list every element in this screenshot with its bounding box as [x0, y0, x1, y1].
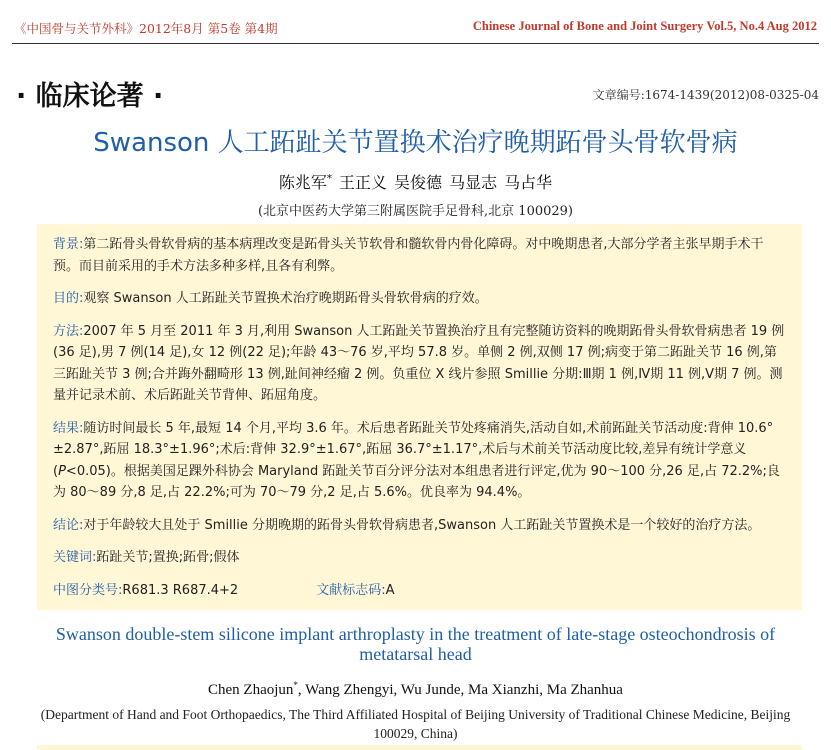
- header-divider: [12, 43, 819, 44]
- p-value-symbol: P: [58, 463, 66, 479]
- conclusion-text: 对于年龄较大且处于 Smillie 分期晚期的跖骨头骨软骨病患者,Swanson 人工跖趾关节置换术是一个较好的治疗方法。: [83, 517, 761, 533]
- corresponding-mark: *: [326, 173, 332, 185]
- results-text-1: 随访时间最长 5 年,最短 14 个月,平均 3.6 年。术后患者跖趾关节处疼痛消失,活动自如,术前跖趾关节活动度:背伸 10.6°±2.87°,跖屈 18.3°±1.96°;术后:背伸 32.9°±1.67°,跖屈 36.7°±1.17°,术后与术前关节活动度比较,差异有统计学意义(: [53, 420, 774, 479]
- en-corresponding-mark: *: [293, 680, 298, 690]
- en-authors: [0, 680, 831, 699]
- en-abstract-box-top: [37, 745, 802, 750]
- conclusion-label: 结论:: [53, 517, 84, 533]
- abstract-background: [53, 234, 786, 277]
- journal-header-cn: 《中国骨与关节外科》2012年8月 第5卷 第4期: [14, 21, 278, 36]
- en-affiliation: (Department of Hand and Foot Orthopaedics, The Third Affiliated Hospital of Beijing University of Traditional Chinese Medicine, Beijing 100029, China): [40, 707, 791, 741]
- en-title: Swanson double-stem silicone implant arthroplasty in the treatment of late-stage osteochondrosis of metatarsal head: [55, 624, 776, 664]
- results-text-2: <0.05)。根据美国足踝外科协会 Maryland 跖趾关节百分评分法对本组患者进行评定,优为 90～100 分,26 足,占 72.2%;良为 80～89 分,8 足,占 22.2%;可为 70～79 分,2 足,占 5.6%。优良率为 94.4%。: [53, 463, 780, 500]
- doc-code-value: A: [385, 582, 395, 598]
- objective-label: 目的:: [53, 291, 84, 306]
- abstract-box: [37, 224, 802, 610]
- abstract-methods: [53, 321, 786, 407]
- methods-label: 方法:: [53, 323, 84, 339]
- keywords-text: 跖趾关节;置换;跖骨;假体: [96, 550, 240, 565]
- background-label: 背景:: [53, 237, 84, 252]
- classification-line: [53, 580, 786, 602]
- cn-title: Swanson 人工跖趾关节置换术治疗晚期跖骨头骨软骨病: [93, 128, 738, 158]
- background-text: 第二跖骨头骨软骨病的基本病理改变是跖骨头关节软骨和髓软骨内骨化障碍。对中晚期患者,大部分学者主张早期手术干预。而目前采用的手术方法多种多样,且各有利弊。: [53, 237, 764, 274]
- clc-value: R681.3 R687.4+2: [122, 582, 239, 598]
- journal-header-en: Chinese Journal of Bone and Joint Surgery Vol.5, No.4 Aug 2012: [472, 19, 817, 33]
- abstract-keywords: [53, 547, 786, 569]
- cn-authors-rest: 王正义 吴俊德 马显志 马占华: [331, 173, 553, 192]
- cn-affiliation: (北京中医药大学第三附属医院手足骨科,北京 100029): [257, 204, 574, 219]
- results-label: 结果:: [53, 420, 84, 436]
- objective-text: 观察 Swanson 人工跖趾关节置换术治疗晚期跖骨头骨软骨病的疗效。: [83, 291, 488, 306]
- doc-code-label: 文献标志码:: [316, 582, 386, 598]
- cn-author-first: 陈兆军: [278, 173, 327, 192]
- abstract-results: [53, 418, 786, 504]
- cn-authors: [0, 170, 831, 193]
- section-label: · 临床论著 ·: [16, 81, 164, 112]
- en-authors-rest: , Wang Zhengyi, Wu Junde, Ma Xianzhi, Ma Zhanhua: [297, 682, 623, 698]
- abstract-conclusion: [53, 515, 786, 537]
- article-id: 文章编号:1674-1439(2012)08-0325-04: [592, 88, 819, 102]
- en-author-first: Chen Zhaojun: [208, 682, 294, 698]
- clc-label: 中图分类号:: [53, 582, 123, 598]
- keywords-label: 关键词:: [53, 550, 97, 565]
- methods-text: 2007 年 5 月至 2011 年 3 月,利用 Swanson 人工跖趾关节置换治疗且有完整随访资料的晚期跖骨头骨软骨病患者 19 例(36 足),男 7 例(14 足),女 12 例(22 足);年龄 43～76 岁,平均 57.8 岁。单侧 2 例,双侧 17 例;病变于第二跖趾关节 16 例,第三跖趾关节 3 例;合并踇外翻畸形 13 例,趾间神经瘤 2 例。负重位 X 线片参照 Smillie 分期:Ⅲ期 1 例,Ⅳ期 11 例,Ⅴ期 7 例。测量并记录术前、术后跖趾关节背伸、跖屈角度。: [53, 323, 785, 403]
- abstract-objective: [53, 288, 786, 310]
